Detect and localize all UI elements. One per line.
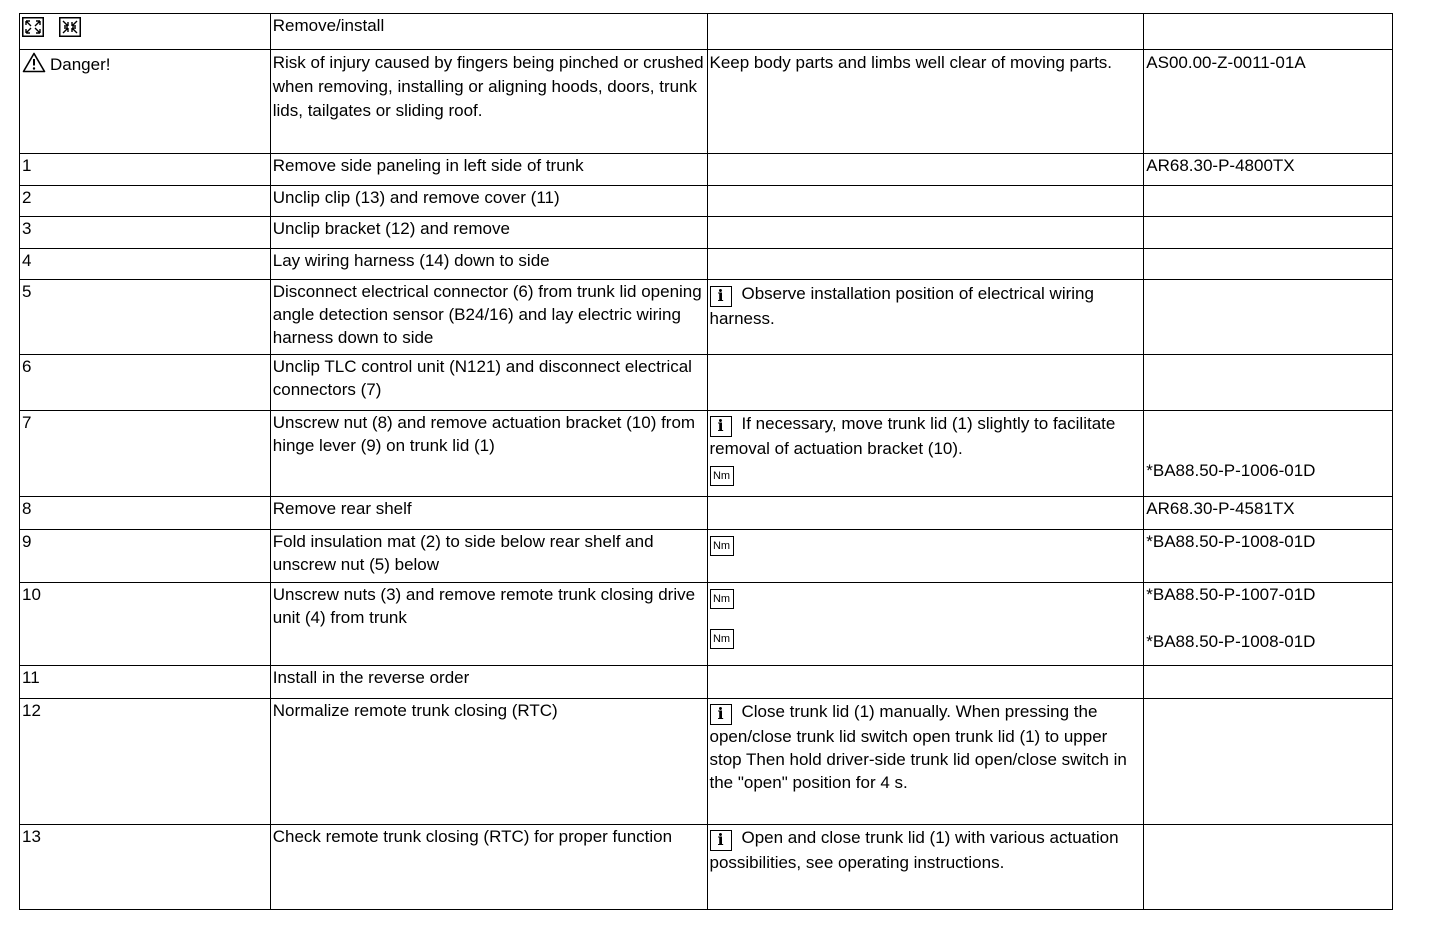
step-number: 6 [20, 355, 271, 411]
danger-reference: AS00.00-Z-0011-01A [1144, 50, 1393, 154]
step-reference: AR68.30-P-4800TX [1144, 154, 1393, 186]
step-note-cell [707, 699, 1144, 825]
step-text: Fold insulation mat (2) to side below rear shelf and unscrew nut (5) below [270, 530, 707, 583]
danger-cell [20, 50, 271, 154]
step-note: Observe installation position of electrical wiring harness. [709, 284, 1094, 328]
step-note-cell [707, 825, 1144, 910]
step-number: 9 [20, 530, 271, 583]
table-row [20, 186, 1393, 217]
step-reference: *BA88.50-P-1007-01D [1146, 585, 1316, 604]
step-note-cell [707, 411, 1144, 497]
collapse-icon [59, 17, 81, 37]
step-number: 1 [20, 154, 271, 186]
step-number: 12 [20, 699, 271, 825]
danger-measure-text: Keep body parts and limbs well clear of moving parts. [707, 50, 1144, 154]
procedure-table [19, 13, 1393, 910]
step-text: Remove rear shelf [270, 497, 707, 530]
step-text: Check remote trunk closing (RTC) for proper function [270, 825, 707, 910]
step-reference-cell [1144, 411, 1393, 497]
warning-triangle-icon [22, 52, 46, 79]
step-text: Remove side paneling in left side of trunk [270, 154, 707, 186]
step-note: Open and close trunk lid (1) with various actuation possibilities, see operating instructions. [709, 828, 1119, 872]
step-text: Disconnect electrical connector (6) from trunk lid opening angle detection sensor (B24/16) and lay electric wiring harness down to side [270, 280, 707, 355]
step-number: 5 [20, 280, 271, 355]
info-icon: i [710, 830, 732, 851]
torque-nm-icon: Nm [710, 466, 734, 486]
step-note: If necessary, move trunk lid (1) slightly to facilitate removal of actuation bracket (10). [709, 414, 1116, 458]
expand-icon [22, 17, 44, 37]
table-row [20, 530, 1393, 583]
step-text: Install in the reverse order [270, 666, 707, 699]
torque-nm-icon: Nm [710, 536, 734, 556]
step-text: Unscrew nuts (3) and remove remote trunk closing drive unit (4) from trunk [270, 583, 707, 666]
danger-row [20, 50, 1393, 154]
step-number: 10 [20, 583, 271, 666]
step-number: 7 [20, 411, 271, 497]
header-icons-cell [20, 14, 271, 50]
step-number: 3 [20, 217, 271, 249]
step-text: Unscrew nut (8) and remove actuation bracket (10) from hinge lever (9) on trunk lid (1) [270, 411, 707, 497]
table-row [20, 217, 1393, 249]
table-row [20, 154, 1393, 186]
table-row [20, 699, 1393, 825]
info-icon: i [710, 704, 732, 725]
table-row [20, 666, 1393, 699]
danger-label: Danger! [50, 55, 111, 74]
step-note: Close trunk lid (1) manually. When pressing the open/close trunk lid switch open trunk lid (1) to upper stop Then hold driver-side trunk lid open/close switch in the "open" position for 4 s. [709, 702, 1127, 792]
table-row [20, 497, 1393, 530]
step-reference: AR68.30-P-4581TX [1144, 497, 1393, 530]
step-text: Unclip bracket (12) and remove [270, 217, 707, 249]
table-row [20, 411, 1393, 497]
danger-risk-text: Risk of injury caused by fingers being pinched or crushed when removing, installing or aligning hoods, doors, trunk lids, tailgates or sliding roof. [270, 50, 707, 154]
torque-nm-icon: Nm [710, 589, 734, 609]
table-row [20, 825, 1393, 910]
table-row [20, 583, 1393, 666]
step-reference: *BA88.50-P-1006-01D [1146, 461, 1316, 480]
info-icon: i [710, 416, 732, 437]
torque-nm-icon: Nm [710, 629, 734, 649]
table-row [20, 355, 1393, 411]
step-number: 2 [20, 186, 271, 217]
step-reference: *BA88.50-P-1008-01D [1146, 632, 1316, 651]
step-text: Normalize remote trunk closing (RTC) [270, 699, 707, 825]
step-text: Unclip TLC control unit (N121) and disconnect electrical connectors (7) [270, 355, 707, 411]
info-icon: i [710, 286, 732, 307]
step-number: 4 [20, 249, 271, 280]
step-number: 11 [20, 666, 271, 699]
step-note-cell [707, 280, 1144, 355]
header-row [20, 14, 1393, 50]
step-number: 8 [20, 497, 271, 530]
step-number: 13 [20, 825, 271, 910]
table-row [20, 280, 1393, 355]
step-reference: *BA88.50-P-1008-01D [1144, 530, 1393, 583]
header-title: Remove/install [270, 14, 707, 50]
table-row [20, 249, 1393, 280]
step-text: Lay wiring harness (14) down to side [270, 249, 707, 280]
step-text: Unclip clip (13) and remove cover (11) [270, 186, 707, 217]
